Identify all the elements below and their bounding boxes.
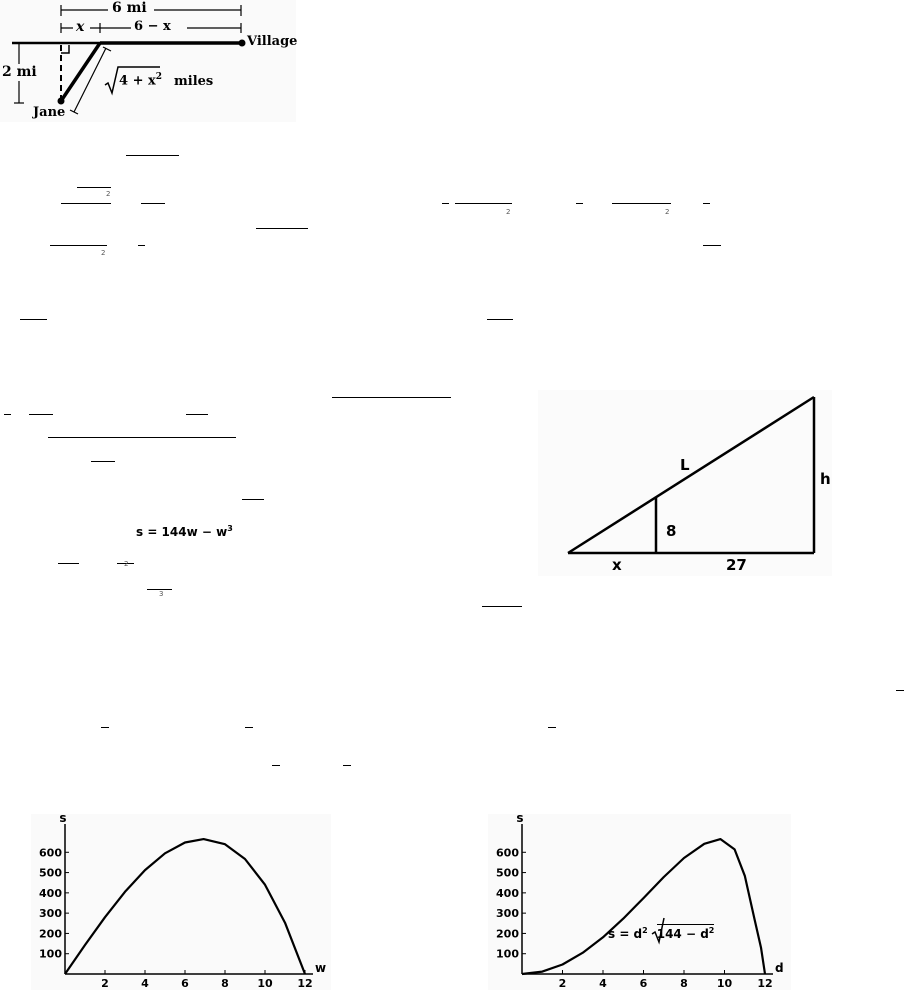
remnant-mark: 3 [159,590,164,598]
village-label: Village [247,34,298,49]
remnant-mark: 2 [106,190,111,198]
x-label: x [76,19,85,35]
label-27: 27 [726,556,747,574]
remnant-mark: 2 [101,249,106,257]
chart-2-x-axis-label: d [775,961,784,975]
chart-1-y-tick-label: 300 [39,907,62,921]
chart-1-x-tick-label: 8 [221,977,229,990]
chart-1-x-tick-label: 6 [181,977,189,990]
chart-1-x-tick-label: 12 [297,977,313,990]
chart-1-formula: $s = 144w - w^3$ [136,524,233,539]
chart-2-y-tick-label: 300 [496,907,519,921]
chart-1-y-axis-label: s [59,811,67,825]
chart-2-y-tick-label: 500 [496,866,519,880]
six-mi-label: 6 mi [112,0,147,16]
hyp-radicand: $4 + x^2$ [119,72,163,89]
chart-2-x-tick-label: 12 [757,977,773,990]
label-8: 8 [666,522,677,540]
chart-2-x-tick-label: 6 [639,977,648,990]
radical-sign [652,918,664,942]
chart-2-y-tick-label: 400 [496,886,519,900]
chart-2-y-axis-label: s [516,811,524,825]
remnant-mark: 2 [124,560,129,568]
chart-1-y-tick-label: 400 [39,886,62,900]
chart-2-x-tick-label: 8 [680,977,688,990]
chart-2-x-tick-label: 2 [558,977,567,990]
chart-2-formula: $s = d^2$ $144 - d^2$ [608,926,715,941]
chart-2-y-tick-label: 100 [496,947,519,961]
chart-2-y-tick-label: 200 [496,927,519,941]
chart-1-x-tick-label: 4 [141,977,149,990]
chart-1-y-tick-label: 500 [39,866,62,880]
remnant-mark: 2 [506,208,511,216]
label-L: L [680,456,690,474]
hyp-units-label: miles [174,74,214,89]
label-x: x [612,556,622,574]
chart-2-x-tick-label: 10 [716,977,733,990]
chart-1-y-tick-label: 100 [39,947,62,961]
two-mi-label: 2 mi [2,64,37,80]
label-h: h [820,470,831,488]
six-minus-x-label: 6 − x [134,19,171,34]
chart-1-x-tick-label: 2 [101,977,109,990]
jane-label: Jane [33,105,66,120]
chart-2-y-tick-label: 600 [496,846,519,860]
remnant-mark: 2 [665,208,670,216]
chart-2-x-tick-label: 4 [599,977,607,990]
chart-1-x-axis-label: w [315,961,327,975]
chart-1-y-tick-label: 200 [39,927,62,941]
chart-1-x-tick-label: 10 [257,977,273,990]
chart-1-y-tick-label: 600 [39,846,62,860]
